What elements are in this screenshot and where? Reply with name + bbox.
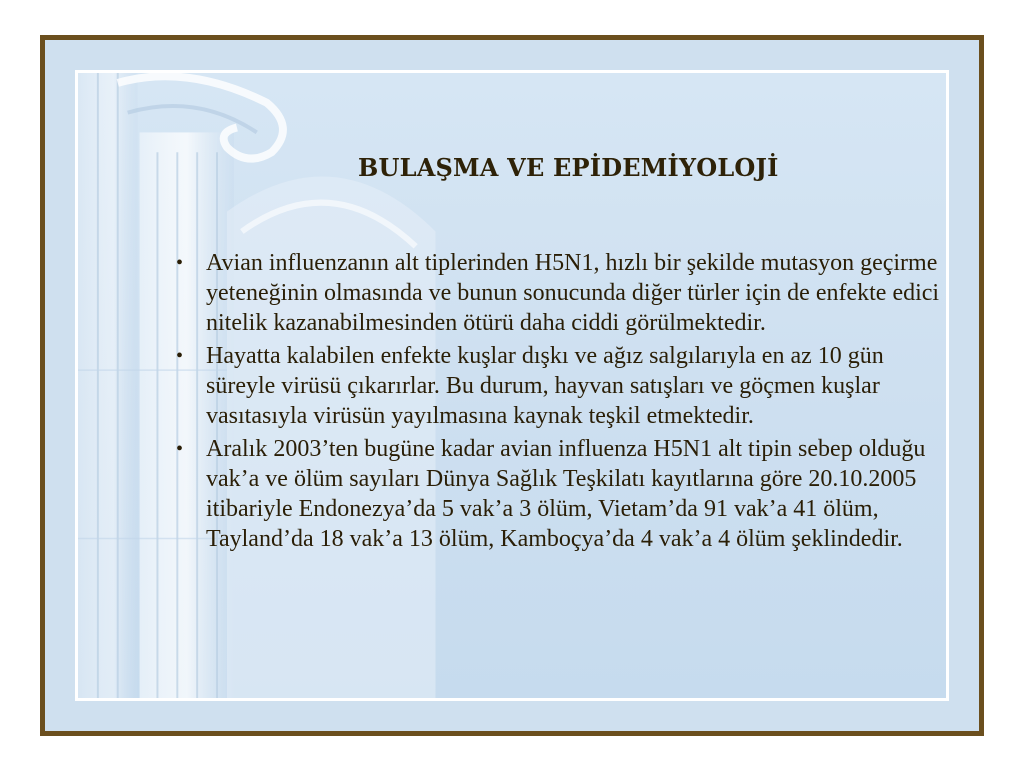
bullet-item	[176, 341, 949, 431]
slide-frame	[40, 35, 984, 736]
bullet-item	[176, 434, 949, 554]
bullet-dot-icon: •	[176, 345, 184, 367]
bullet-list	[176, 248, 949, 557]
bullet-text: Hayatta kalabilen enfekte kuşlar dışkı ve ağız salgılarıyla en az 10 gün süreyle virüsü çıkarırlar. Bu durum, hayvan satışları ve göçmen kuşlar vasıtasıyla virüsün yayılmasına kaynak teşkil etmektedir.	[206, 343, 884, 429]
slide-title: BULAŞMA VE EPİDEMİYOLOJİ	[358, 153, 779, 182]
bullet-dot-icon: •	[176, 252, 184, 274]
bullet-text: Avian influenzanın alt tiplerinden H5N1, hızlı bir şekilde mutasyon geçirme yeteneğinin olmasında ve bunun sonucunda diğer türler için de enfekte edici nitelik kazanabilmesinden ötürü daha ciddi görülmektedir.	[206, 250, 940, 336]
slide-content-area	[75, 70, 949, 701]
bullet-dot-icon: •	[176, 438, 184, 460]
bullet-item	[176, 248, 949, 338]
bullet-text: Aralık 2003’ten bugüne kadar avian influenza H5N1 alt tipin sebep olduğu vak’a ve ölüm sayıları Dünya Sağlık Teşkilatı kayıtlarına göre 20.10.2005 itibariyle Endonezya’da 5 vak’a 3 ölüm, Vietam’da 91 vak’a 41 ölüm, Tayland’da 18 vak’a 13 ölüm, Kamboçya’da 4 vak’a 4 ölüm şeklindedir.	[206, 436, 926, 552]
